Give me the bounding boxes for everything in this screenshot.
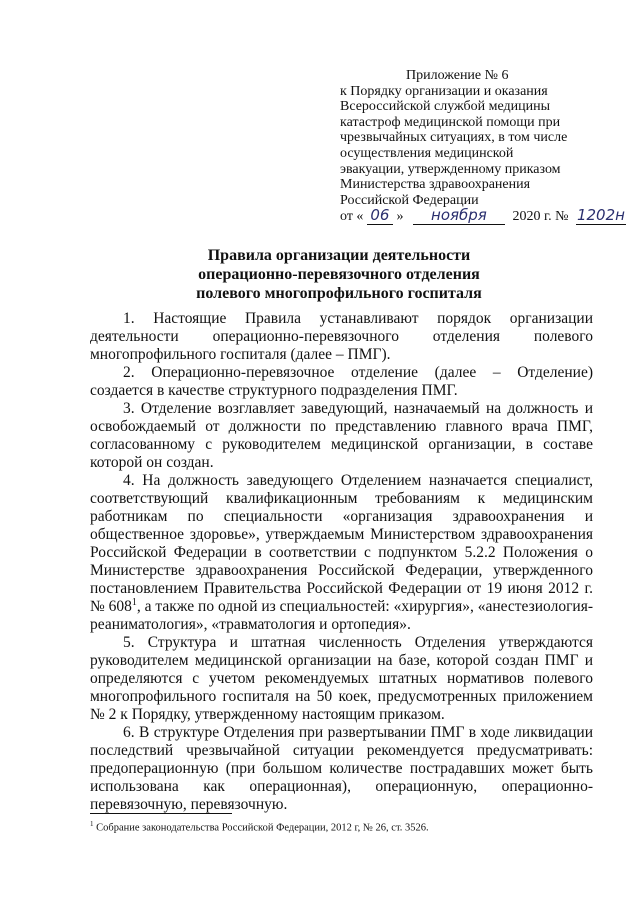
annex-line: к Порядку организации и оказания	[340, 83, 548, 99]
paragraph-4	[90, 472, 593, 634]
paragraph-6: 6. В структуре Отделения при развертывании ПМГ в ходе ликвидации последствий чрезвычайной ситуации рекомендуется предусматривать: предоперационную (при большом количестве пострадавших может быть использована как операционная), операционную, операционно-перевязочную, перевязочную.	[90, 724, 593, 813]
order-number-handwritten: 1202н	[576, 206, 625, 225]
footnote-marker: 1	[131, 596, 137, 608]
annex-line: чрезвычайных ситуациях, в том числе	[340, 130, 568, 146]
paragraph-3: 3. Отделение возглавляет заведующий, назначаемый на должность и освобождаемый от должности по представлению главного врача ПМГ, согласованному с руководителем медицинской организации, в составе которой он создан.	[90, 400, 593, 471]
title-line-2: операционно-перевязочного отделения	[198, 266, 480, 283]
paragraph-4-text-end: , а также по одной из специальностей: «хирургия», «анестезиология-реаниматология», «травматология и ортопедия».	[90, 598, 594, 633]
annex-line: катастроф медицинской помощи при	[340, 114, 561, 130]
order-year-label: 2020 г. №	[512, 209, 569, 225]
paragraph-5: 5. Структура и штатная численность Отделения утверждаются руководителем медицинской организации на базе, которой создан ПМГ и определяются с учетом рекомендуемых штатных нормативов полевого многопрофильного госпиталя на 50 коек, предусмотренных приложением № 2 к Порядку, утвержденному настоящим приказом.	[90, 634, 593, 723]
title-line-1: Правила организации деятельности	[207, 247, 471, 264]
title-line-3: полевого многопрофильного госпиталя	[196, 285, 482, 302]
annex-line: осуществления медицинской	[340, 145, 514, 161]
footnote-text: Собрание законодательства Российской Федерации, 2012 г, № 26, ст. 3526.	[96, 822, 429, 834]
annex-line: Министерства здравоохранения	[340, 177, 531, 193]
annex-title: Приложение № 6	[406, 68, 509, 83]
order-quote: »	[396, 209, 404, 225]
footnote-divider	[90, 813, 232, 814]
annex-line: Российской Федерации	[340, 192, 479, 208]
annex-header	[340, 68, 625, 225]
footnote-number: 1	[90, 820, 94, 828]
paragraph-4-text: 4. На должность заведующего Отделением назначается специалист, соответствующий квалификационным требованиям к медицинским работникам по специальности «организация здравоохранения и общественное здоровье», утверждаемым Министерством здравоохранения Российской Федерации в соответствии с подпунктом 5.2.2 Положения о Министерстве здравоохранения Российской Федерации, утвержденного постановлением Правительства Российской Федерации от 19 июня 2012 г. № 608	[90, 472, 593, 615]
footnote	[90, 818, 590, 835]
order-from-label: от «	[340, 209, 364, 225]
paragraph-2: 2. Операционно-перевязочное отделение (далее – Отделение) создается в качестве структурного подразделения ПМГ.	[90, 364, 593, 399]
paragraph-1: 1. Настоящие Правила устанавливают порядок организации деятельности операционно-перевязочного отделения полевого многопрофильного госпиталя (далее – ПМГ).	[90, 310, 593, 363]
rules-body	[90, 310, 593, 814]
order-month-handwritten: ноября	[413, 208, 505, 225]
annex-line: эвакуации, утвержденному приказом	[340, 161, 561, 177]
order-day-handwritten: 06	[367, 208, 393, 225]
document-title	[90, 246, 588, 303]
annex-line: Всероссийской службой медицины	[340, 99, 550, 115]
order-reference	[340, 206, 625, 225]
